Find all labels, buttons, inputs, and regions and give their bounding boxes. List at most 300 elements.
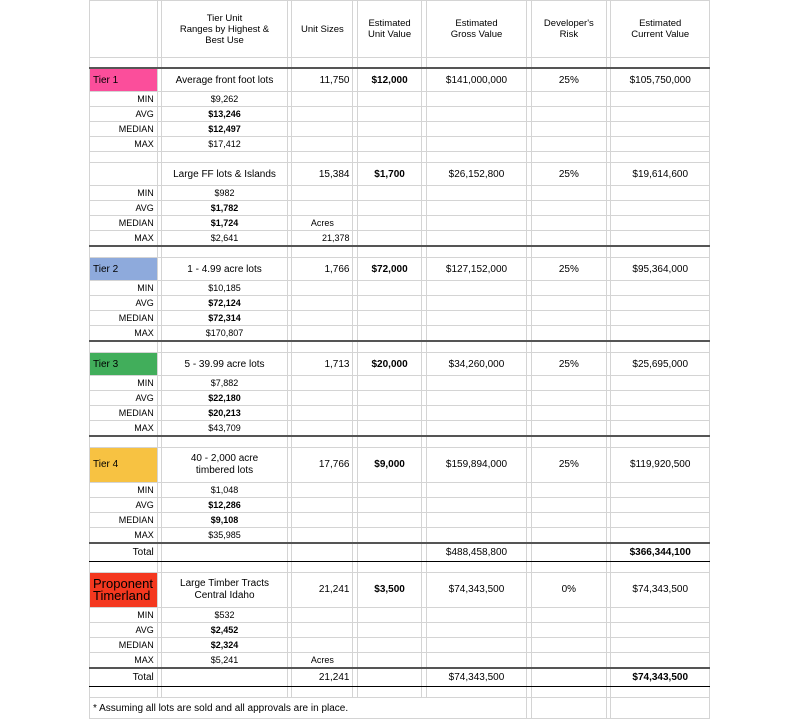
empty-cell xyxy=(611,406,710,421)
tier2-avg-value: $72,124 xyxy=(162,296,288,311)
proponent-units-extra-median xyxy=(292,638,353,653)
stat-row-max xyxy=(90,653,710,669)
proponent-max-value: $5,241 xyxy=(162,653,288,669)
spacer-row xyxy=(90,58,710,69)
empty-cell xyxy=(531,137,606,152)
tier-row-proponent-timerland xyxy=(90,573,710,608)
tier-row-tier4 xyxy=(90,448,710,483)
tier4-unit-sizes: 17,766 xyxy=(292,448,353,483)
spacer-cell xyxy=(531,687,606,698)
empty-cell xyxy=(357,216,422,231)
tier4-avg-value: $12,286 xyxy=(162,498,288,513)
divider-cell xyxy=(426,246,527,258)
tier1-median-value: $12,497 xyxy=(162,122,288,137)
empty-cell xyxy=(426,216,527,231)
spacer-cell xyxy=(531,58,606,69)
tier4-max-value: $35,985 xyxy=(162,528,288,544)
spacer-cell xyxy=(292,58,353,69)
empty-cell xyxy=(426,406,527,421)
empty-cell xyxy=(292,608,353,623)
proponent-unit-value: $3,500 xyxy=(357,573,422,608)
empty-cell xyxy=(531,311,606,326)
tier3-max-value: $43,709 xyxy=(162,421,288,437)
divider-cell xyxy=(162,341,288,353)
empty-cell xyxy=(611,107,710,122)
empty-cell xyxy=(357,421,422,437)
spacer-cell xyxy=(292,687,353,698)
stat-row-max xyxy=(90,137,710,152)
empty-cell xyxy=(357,623,422,638)
section-divider-row xyxy=(90,246,710,258)
header-line-2: Unit Value xyxy=(368,29,412,40)
divider-cell xyxy=(292,341,353,353)
empty-cell xyxy=(531,92,606,107)
empty-cell xyxy=(292,498,353,513)
empty-cell xyxy=(426,296,527,311)
stat-label-min: MIN xyxy=(90,608,158,623)
stat-label-min: MIN xyxy=(90,483,158,498)
spacer-cell xyxy=(90,687,158,698)
empty-cell xyxy=(357,638,422,653)
divider-cell xyxy=(426,436,527,448)
empty-cell xyxy=(357,311,422,326)
total-row-tiers xyxy=(90,543,710,562)
tier-label-tier1: Tier 1 xyxy=(90,68,158,92)
tier1-risk: 25% xyxy=(531,68,606,92)
stat-row-avg xyxy=(90,391,710,406)
header-line-2: Risk xyxy=(559,29,579,40)
empty-cell xyxy=(292,376,353,391)
stat-row-min xyxy=(90,281,710,296)
empty-cell xyxy=(357,107,422,122)
empty-cell xyxy=(531,107,606,122)
empty-cell xyxy=(531,391,606,406)
total-tiers-current-value: $366,344,100 xyxy=(611,543,710,562)
tier1b-acres-total: 21,378 xyxy=(292,231,353,247)
tier3-avg-value: $22,180 xyxy=(162,391,288,406)
tier-row-large-ff-lots xyxy=(90,163,710,186)
empty-cell xyxy=(531,498,606,513)
tier1b-median-value: $1,724 xyxy=(162,216,288,231)
spacer-cell xyxy=(292,562,353,573)
empty-cell xyxy=(292,421,353,437)
empty-cell xyxy=(531,231,606,247)
stat-label-max: MAX xyxy=(90,231,158,247)
header-estimated-unit-value xyxy=(357,1,422,58)
empty-cell xyxy=(426,608,527,623)
empty-cell xyxy=(292,513,353,528)
tier-row-tier2 xyxy=(90,258,710,281)
stat-row-avg xyxy=(90,296,710,311)
empty-cell xyxy=(531,326,606,342)
tier1b-risk: 25% xyxy=(531,163,606,186)
stat-row-min xyxy=(90,92,710,107)
empty-cell xyxy=(531,528,606,544)
divider-cell xyxy=(531,436,606,448)
divider-cell xyxy=(426,341,527,353)
proponent-acres-label: Acres xyxy=(292,653,353,669)
stat-row-max xyxy=(90,326,710,342)
tier4-current-value: $119,920,500 xyxy=(611,448,710,483)
empty-cell xyxy=(611,137,710,152)
stat-label-avg: AVG xyxy=(90,391,158,406)
spacer-cell xyxy=(611,687,710,698)
stat-row-max xyxy=(90,528,710,544)
empty-cell xyxy=(531,421,606,437)
tier2-description: 1 - 4.99 acre lots xyxy=(162,258,288,281)
total-row-proponent xyxy=(90,668,710,687)
empty-cell xyxy=(357,137,422,152)
spacer-cell xyxy=(611,152,710,163)
empty-cell xyxy=(292,483,353,498)
divider-cell xyxy=(162,246,288,258)
spacer-cell xyxy=(357,152,422,163)
tier2-unit-value: $72,000 xyxy=(357,258,422,281)
empty-cell xyxy=(292,296,353,311)
proponent-label-line-2: Timerland xyxy=(93,588,151,603)
empty-cell xyxy=(292,406,353,421)
empty-cell xyxy=(611,528,710,544)
total-proponent-desc xyxy=(162,668,288,687)
empty-cell xyxy=(531,376,606,391)
stat-row-min xyxy=(90,376,710,391)
header-line-1: Developer's xyxy=(543,18,594,29)
empty-cell xyxy=(426,528,527,544)
section-divider-row xyxy=(90,341,710,353)
stat-label-min: MIN xyxy=(90,376,158,391)
empty-cell xyxy=(531,638,606,653)
header-line-3: Best Use xyxy=(205,34,244,46)
stat-row-min xyxy=(90,186,710,201)
header-line-1: Tier Unit xyxy=(206,12,243,24)
tier1b-current-value: $19,614,600 xyxy=(611,163,710,186)
proponent-min-value: $532 xyxy=(162,608,288,623)
total-tiers-unit-value xyxy=(357,543,422,562)
empty-cell xyxy=(292,186,353,201)
tier4-desc-line-2: timbered lots xyxy=(195,465,254,476)
tier1b-unit-value: $1,700 xyxy=(357,163,422,186)
empty-cell xyxy=(426,92,527,107)
divider-cell xyxy=(357,436,422,448)
header-developers-risk xyxy=(531,1,606,58)
spacer-cell xyxy=(162,687,288,698)
empty-cell xyxy=(426,122,527,137)
spacer-cell xyxy=(531,562,606,573)
tier1b-avg-value: $1,782 xyxy=(162,201,288,216)
empty-cell xyxy=(531,623,606,638)
tier2-median-value: $72,314 xyxy=(162,311,288,326)
total-tiers-units xyxy=(292,543,353,562)
empty-cell xyxy=(292,326,353,342)
empty-cell xyxy=(531,608,606,623)
empty-cell xyxy=(357,231,422,247)
empty-cell xyxy=(611,326,710,342)
empty-cell xyxy=(357,391,422,406)
empty-cell xyxy=(611,281,710,296)
empty-cell xyxy=(357,528,422,544)
tier2-current-value: $95,364,000 xyxy=(611,258,710,281)
empty-cell xyxy=(426,391,527,406)
divider-cell xyxy=(90,436,158,448)
header-line-2: Gross Value xyxy=(450,29,503,40)
stat-label-avg: AVG xyxy=(90,296,158,311)
valuation-table xyxy=(89,0,710,719)
tier1b-label-blank xyxy=(90,163,158,186)
stat-label-max: MAX xyxy=(90,421,158,437)
stat-label-avg: AVG xyxy=(90,623,158,638)
proponent-current-value: $74,343,500 xyxy=(611,573,710,608)
empty-cell xyxy=(611,391,710,406)
tier1b-description: Large FF lots & Islands xyxy=(162,163,288,186)
tier2-min-value: $10,185 xyxy=(162,281,288,296)
empty-cell xyxy=(357,296,422,311)
stat-row-avg xyxy=(90,107,710,122)
proponent-median-value: $2,324 xyxy=(162,638,288,653)
tier1b-acres-label: Acres xyxy=(292,216,353,231)
empty-cell xyxy=(292,391,353,406)
tier1-description: Average front foot lots xyxy=(162,68,288,92)
tier1-gross-value: $141,000,000 xyxy=(426,68,527,92)
header-line-1: Estimated xyxy=(639,18,682,29)
stat-row-median xyxy=(90,122,710,137)
empty-cell xyxy=(292,311,353,326)
stat-label-avg: AVG xyxy=(90,498,158,513)
empty-cell xyxy=(357,326,422,342)
empty-cell xyxy=(531,653,606,669)
empty-cell xyxy=(531,406,606,421)
divider-cell xyxy=(292,436,353,448)
empty-cell xyxy=(426,421,527,437)
total-tiers-label: Total xyxy=(90,543,158,562)
empty-cell xyxy=(611,638,710,653)
proponent-risk: 0% xyxy=(531,573,606,608)
tier2-unit-sizes: 1,766 xyxy=(292,258,353,281)
spacer-cell xyxy=(426,152,527,163)
empty-cell xyxy=(426,623,527,638)
empty-cell xyxy=(611,122,710,137)
stat-label-max: MAX xyxy=(90,528,158,544)
proponent-gross-value: $74,343,500 xyxy=(426,573,527,608)
total-proponent-unit-value xyxy=(357,668,422,687)
stat-row-avg xyxy=(90,623,710,638)
tier4-median-value: $9,108 xyxy=(162,513,288,528)
empty-cell xyxy=(531,122,606,137)
empty-cell xyxy=(426,201,527,216)
stat-label-median: MEDIAN xyxy=(90,406,158,421)
spacer-cell xyxy=(426,687,527,698)
divider-cell xyxy=(357,341,422,353)
stat-label-avg: AVG xyxy=(90,107,158,122)
footnote-row xyxy=(90,698,710,719)
tier-label-proponent-timerland xyxy=(90,573,158,608)
stat-row-median xyxy=(90,638,710,653)
stat-label-min: MIN xyxy=(90,186,158,201)
empty-cell xyxy=(292,281,353,296)
tier1-current-value: $105,750,000 xyxy=(611,68,710,92)
empty-cell xyxy=(531,296,606,311)
spacer-cell xyxy=(357,58,422,69)
empty-cell xyxy=(531,483,606,498)
header-unit-sizes: Unit Sizes xyxy=(292,1,353,58)
spacer-cell xyxy=(531,152,606,163)
spacer-cell xyxy=(162,152,288,163)
empty-cell xyxy=(426,638,527,653)
empty-cell xyxy=(357,513,422,528)
divider-cell xyxy=(611,436,710,448)
empty-cell xyxy=(426,186,527,201)
tier4-desc-line-1: 40 - 2,000 acre xyxy=(190,453,259,464)
empty-cell xyxy=(611,608,710,623)
table-header-row xyxy=(90,1,710,58)
spacer-cell xyxy=(292,152,353,163)
tier2-max-value: $170,807 xyxy=(162,326,288,342)
header-line-1: Estimated xyxy=(368,18,411,29)
header-tier-unit-ranges xyxy=(162,1,288,58)
stat-label-median: MEDIAN xyxy=(90,638,158,653)
divider-cell xyxy=(357,246,422,258)
total-tiers-gross-value: $488,458,800 xyxy=(426,543,527,562)
empty-cell xyxy=(292,92,353,107)
spacer-cell xyxy=(162,58,288,69)
empty-cell xyxy=(357,608,422,623)
stat-row-avg xyxy=(90,498,710,513)
tier-row-tier3 xyxy=(90,353,710,376)
tier1-avg-value: $13,246 xyxy=(162,107,288,122)
tier1-max-value: $17,412 xyxy=(162,137,288,152)
tier-label-tier2: Tier 2 xyxy=(90,258,158,281)
tier3-current-value: $25,695,000 xyxy=(611,353,710,376)
proponent-label-line-1: Proponent xyxy=(93,576,153,591)
empty-cell xyxy=(357,186,422,201)
total-tiers-desc xyxy=(162,543,288,562)
empty-cell xyxy=(357,483,422,498)
empty-cell xyxy=(357,498,422,513)
empty-cell xyxy=(357,122,422,137)
empty-cell xyxy=(426,376,527,391)
stat-row-max xyxy=(90,421,710,437)
empty-cell xyxy=(357,92,422,107)
stat-label-max: MAX xyxy=(90,137,158,152)
empty-cell xyxy=(292,623,353,638)
section-divider-row xyxy=(90,436,710,448)
stat-label-median: MEDIAN xyxy=(90,122,158,137)
empty-cell xyxy=(611,653,710,669)
spacer-cell xyxy=(90,58,158,69)
divider-cell xyxy=(90,341,158,353)
proponent-description xyxy=(162,573,288,608)
spacer-row xyxy=(90,687,710,698)
empty-cell xyxy=(426,513,527,528)
proponent-unit-sizes: 21,241 xyxy=(292,573,353,608)
empty-cell xyxy=(531,281,606,296)
footnote-text: * Assuming all lots are sold and all approvals are in place. xyxy=(90,698,527,719)
proponent-desc-line-2: Central Idaho xyxy=(194,590,255,601)
divider-cell xyxy=(531,341,606,353)
empty-cell xyxy=(357,653,422,669)
tier1-units-extra-max xyxy=(292,137,353,152)
empty-cell xyxy=(292,107,353,122)
empty-cell xyxy=(611,216,710,231)
stat-label-avg: AVG xyxy=(90,201,158,216)
tier3-description: 5 - 39.99 acre lots xyxy=(162,353,288,376)
tier1-unit-sizes: 11,750 xyxy=(292,68,353,92)
tier1-unit-value: $12,000 xyxy=(357,68,422,92)
header-line-2: Current Value xyxy=(631,29,690,40)
divider-cell xyxy=(611,246,710,258)
empty-cell xyxy=(426,107,527,122)
valuation-spreadsheet xyxy=(89,0,710,719)
empty-cell xyxy=(426,483,527,498)
spacer-cell xyxy=(90,152,158,163)
tier-label-tier3: Tier 3 xyxy=(90,353,158,376)
divider-cell xyxy=(162,436,288,448)
tier4-unit-value: $9,000 xyxy=(357,448,422,483)
empty-cell xyxy=(611,376,710,391)
empty-cell xyxy=(357,201,422,216)
empty-cell xyxy=(531,201,606,216)
stat-label-max: MAX xyxy=(90,653,158,669)
empty-cell xyxy=(357,281,422,296)
spacer-cell xyxy=(611,562,710,573)
empty-cell xyxy=(292,201,353,216)
empty-cell xyxy=(426,311,527,326)
empty-cell xyxy=(531,216,606,231)
total-proponent-risk xyxy=(531,668,606,687)
spacer-cell xyxy=(357,562,422,573)
header-line-1: Estimated xyxy=(455,18,498,29)
stat-row-min xyxy=(90,483,710,498)
empty-cell xyxy=(426,653,527,669)
header-estimated-current-value xyxy=(611,1,710,58)
spacer-cell xyxy=(162,562,288,573)
stat-row-min xyxy=(90,608,710,623)
empty-cell xyxy=(611,201,710,216)
empty-cell xyxy=(611,311,710,326)
total-tiers-risk xyxy=(531,543,606,562)
total-proponent-label: Total xyxy=(90,668,158,687)
tier3-unit-value: $20,000 xyxy=(357,353,422,376)
total-proponent-current-value: $74,343,500 xyxy=(611,668,710,687)
stat-label-median: MEDIAN xyxy=(90,311,158,326)
empty-cell xyxy=(611,231,710,247)
tier3-median-value: $20,213 xyxy=(162,406,288,421)
empty-cell xyxy=(531,698,606,719)
tier3-min-value: $7,882 xyxy=(162,376,288,391)
stat-row-median xyxy=(90,406,710,421)
spacer-cell xyxy=(611,58,710,69)
stat-label-max: MAX xyxy=(90,326,158,342)
divider-cell xyxy=(292,246,353,258)
tier2-gross-value: $127,152,000 xyxy=(426,258,527,281)
tier4-gross-value: $159,894,000 xyxy=(426,448,527,483)
tier3-risk: 25% xyxy=(531,353,606,376)
empty-cell xyxy=(611,92,710,107)
tier3-unit-sizes: 1,713 xyxy=(292,353,353,376)
stat-label-min: MIN xyxy=(90,92,158,107)
empty-cell xyxy=(611,513,710,528)
tier2-risk: 25% xyxy=(531,258,606,281)
total-proponent-gross-value: $74,343,500 xyxy=(426,668,527,687)
empty-cell xyxy=(531,186,606,201)
spacer-cell xyxy=(357,687,422,698)
tier3-gross-value: $34,260,000 xyxy=(426,353,527,376)
empty-cell xyxy=(611,698,710,719)
stat-row-median xyxy=(90,311,710,326)
empty-cell xyxy=(611,483,710,498)
tier4-description xyxy=(162,448,288,483)
stat-row-max xyxy=(90,231,710,247)
tier1b-min-value: $982 xyxy=(162,186,288,201)
